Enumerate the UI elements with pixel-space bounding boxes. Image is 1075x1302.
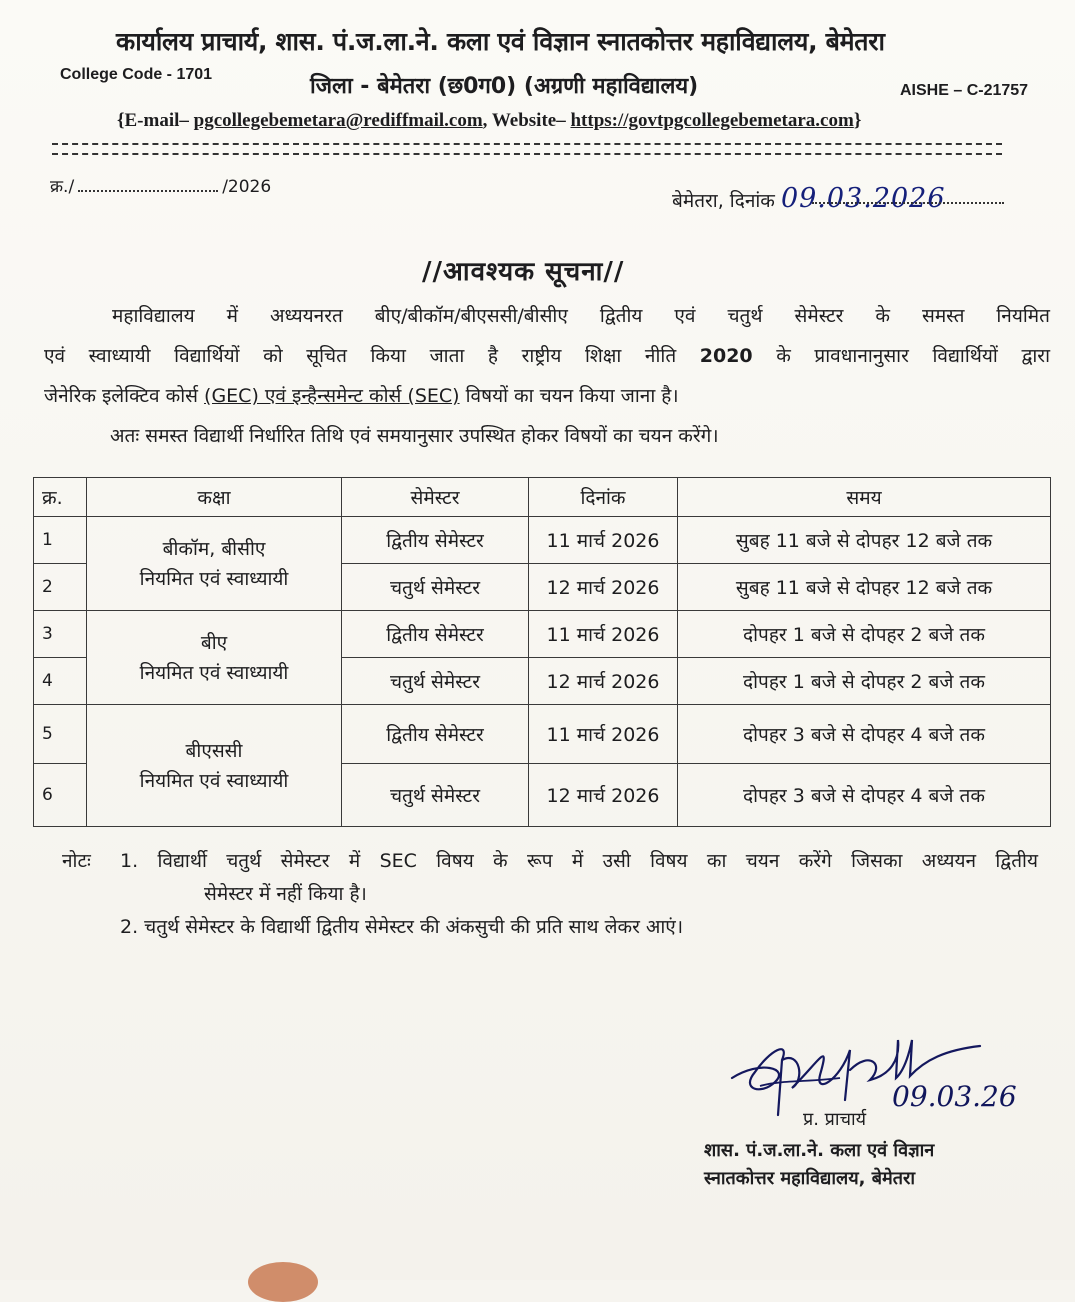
office-heading: कार्यालय प्राचार्य, शास. पं.ज.ला.ने. कला एवं विज्ञान स्नातकोत्तर महाविद्यालय, बेमेतरा bbox=[116, 27, 885, 56]
district-heading: जिला - बेमेतरा (छ0ग0) (अग्रणी महाविद्यालय) bbox=[310, 74, 699, 99]
body-line-3: जेनेरिक इलेक्टिव कोर्स (GEC) एवं इन्हैन्समेन्ट कोर्स (SEC) विषयों का चयन किया जाना है। bbox=[44, 385, 679, 407]
time-cell: दोपहर 3 बजे से दोपहर 4 बजे तक bbox=[678, 705, 1051, 764]
date-cell: 11 मार्च 2026 bbox=[529, 705, 678, 764]
semester-cell: चतुर्थ सेमेस्टर bbox=[342, 564, 529, 611]
semester-cell: द्वितीय सेमेस्टर bbox=[342, 611, 529, 658]
notes-section bbox=[62, 845, 1075, 944]
semester-cell: चतुर्थ सेमेस्टर bbox=[342, 658, 529, 705]
date-cell: 12 मार्च 2026 bbox=[529, 564, 678, 611]
body-line-1: महाविद्यालय में अध्ययनरत बीए/बीकॉम/बीएससी/बीसीए द्वितीय एवं चतुर्थ सेमेस्टर के समस्त नियमित bbox=[112, 305, 1050, 327]
time-cell: दोपहर 3 बजे से दोपहर 4 बजे तक bbox=[678, 764, 1051, 827]
serial-cell: 3 bbox=[34, 611, 87, 658]
semester-cell: द्वितीय सेमेस्टर bbox=[342, 517, 529, 564]
semester-cell: द्वितीय सेमेस्टर bbox=[342, 705, 529, 764]
class-name: बीए bbox=[200, 631, 228, 654]
serial-cell: 1 bbox=[34, 517, 87, 564]
date-cell: 11 मार्च 2026 bbox=[529, 517, 678, 564]
header-divider-top bbox=[52, 143, 1002, 145]
date-cell: 12 मार्च 2026 bbox=[529, 764, 678, 827]
date-cell: 12 मार्च 2026 bbox=[529, 658, 678, 705]
body-line-2: एवं स्वाध्यायी विद्यार्थियों को सूचित किया जाता है राष्ट्रीय शिक्षा नीति 2020 के प्रावधानानुसार विद्यार्थियों द्वारा bbox=[44, 345, 1050, 367]
note-1 bbox=[62, 845, 1075, 911]
class-type: नियमित एवं स्वाध्यायी bbox=[139, 769, 289, 792]
header-divider-bottom bbox=[52, 153, 1002, 155]
handwritten-date: 09.03.2026 bbox=[780, 183, 946, 214]
serial-cell: 4 bbox=[34, 658, 87, 705]
note-2-text: 2. चतुर्थ सेमेस्टर के विद्यार्थी द्वितीय सेमेस्टर की अंकसुची की प्रति साथ लेकर आएं। bbox=[120, 916, 684, 938]
time-cell: सुबह 11 बजे से दोपहर 12 बजे तक bbox=[678, 517, 1051, 564]
serial-cell: 5 bbox=[34, 705, 87, 764]
policy-year: 2020 bbox=[699, 345, 753, 367]
signature-date: 09.03.26 bbox=[892, 1080, 1017, 1113]
college-code: College Code - 1701 bbox=[60, 66, 213, 83]
contact-line bbox=[117, 110, 861, 132]
header-class: कक्षा bbox=[87, 478, 342, 517]
table-row bbox=[34, 517, 1051, 564]
class-cell bbox=[87, 611, 342, 705]
notes-label: नोटः bbox=[62, 850, 91, 872]
notice-title: //आवश्यक सूचना// bbox=[422, 257, 625, 287]
note-2 bbox=[62, 911, 1075, 944]
email-prefix: {E-mail– bbox=[117, 110, 194, 131]
signatory-office-line-2: स्नातकोत्तर महाविद्यालय, बेमेतरा bbox=[704, 1168, 916, 1189]
table-row bbox=[34, 705, 1051, 764]
class-type: नियमित एवं स्वाध्यायी bbox=[139, 661, 289, 684]
email-link[interactable]: pgcollegebemetara@rediffmail.com bbox=[193, 110, 483, 131]
designation: प्र. प्राचार्य bbox=[803, 1109, 867, 1130]
body-line-4: अतः समस्त विद्यार्थी निर्धारित तिथि एवं समयानुसार उपस्थित होकर विषयों का चयन करेंगे। bbox=[110, 425, 719, 447]
class-type: नियमित एवं स्वाध्यायी bbox=[139, 567, 289, 590]
reference-suffix: /2026 bbox=[222, 177, 272, 197]
time-cell: दोपहर 1 बजे से दोपहर 2 बजे तक bbox=[678, 611, 1051, 658]
header-semester: सेमेस्टर bbox=[342, 478, 529, 517]
class-cell bbox=[87, 517, 342, 611]
header-serial: क्र. bbox=[34, 478, 87, 517]
class-cell bbox=[87, 705, 342, 827]
date-blank-line bbox=[812, 202, 1004, 204]
aishe-code: AISHE – C-21757 bbox=[900, 82, 1029, 99]
website-prefix: , Website– bbox=[482, 110, 571, 131]
date-cell: 11 मार्च 2026 bbox=[529, 611, 678, 658]
serial-cell: 2 bbox=[34, 564, 87, 611]
serial-cell: 6 bbox=[34, 764, 87, 827]
reference-number bbox=[50, 174, 271, 197]
schedule-table bbox=[33, 477, 1051, 827]
time-cell: सुबह 11 बजे से दोपहर 12 बजे तक bbox=[678, 564, 1051, 611]
close-brace: } bbox=[853, 110, 862, 131]
semester-cell: चतुर्थ सेमेस्टर bbox=[342, 764, 529, 827]
header-date: दिनांक bbox=[529, 478, 678, 517]
website-link[interactable]: https://govtpgcollegebemetara.com bbox=[570, 110, 854, 131]
course-names: (GEC) एवं इन्हैन्समेन्ट कोर्स (SEC) bbox=[204, 385, 460, 407]
place-label: बेमेतरा, दिनांक bbox=[672, 190, 775, 212]
table-row bbox=[34, 611, 1051, 658]
reference-blank bbox=[78, 176, 218, 192]
time-cell: दोपहर 1 बजे से दोपहर 2 बजे तक bbox=[678, 658, 1051, 705]
paper-stain bbox=[248, 1262, 318, 1302]
reference-prefix: क्र./ bbox=[50, 177, 75, 197]
dateline bbox=[672, 183, 946, 214]
class-name: बीएससी bbox=[185, 739, 243, 762]
table-header-row bbox=[34, 478, 1051, 517]
note-1-line-2: सेमेस्टर में नहीं किया है। bbox=[204, 883, 367, 905]
signatory-office-line-1: शास. पं.ज.ला.ने. कला एवं विज्ञान bbox=[704, 1140, 935, 1161]
class-name: बीकॉम, बीसीए bbox=[162, 537, 266, 560]
header-time: समय bbox=[678, 478, 1051, 517]
note-1-line-1: 1. विद्यार्थी चतुर्थ सेमेस्टर में SEC विषय के रूप में उसी विषय का चयन करेंगे जिसका अध्ययन द्वितीय bbox=[120, 850, 1038, 872]
notice-body bbox=[44, 296, 1050, 456]
